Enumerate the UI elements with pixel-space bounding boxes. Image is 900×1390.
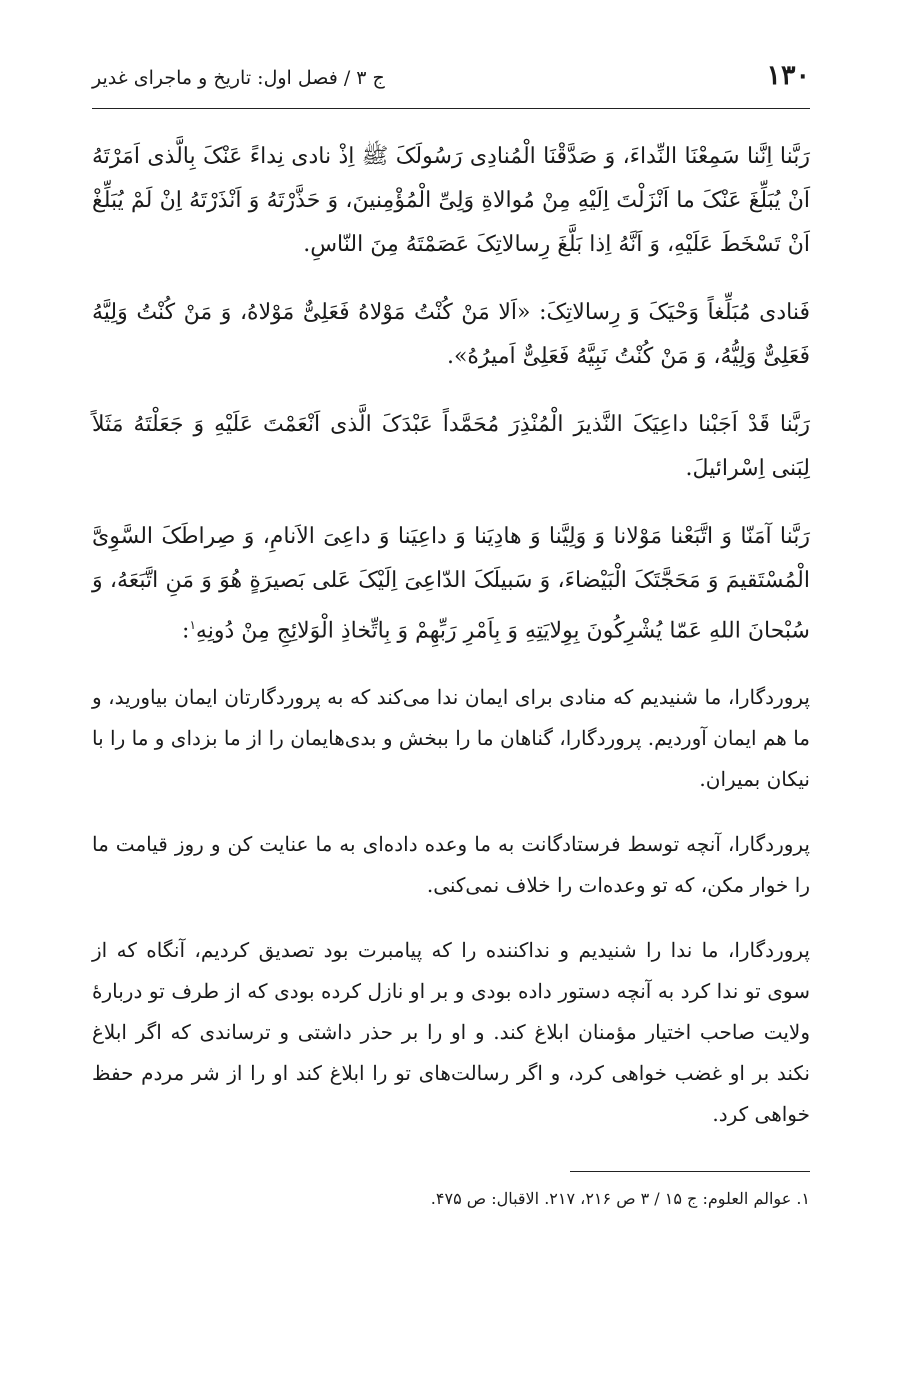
page-body	[92, 135, 810, 1135]
persian-paragraph-2: پروردگارا، آنچه توسط فرستادگانت به ما وعده داده‌ای به ما عنایت کن و روز قیامت ما را خوار مکن، که تو وعده‌ات را خلاف نمی‌کنی.	[92, 832, 810, 898]
arabic-paragraph-4-text: رَبَّنا آمَنّا وَ اتَّبَعْنا مَوْلانا وَ وَلِیَّنا وَ هادِیَنا وَ داعِیَنا وَ داعِیَ الاَنامِ، وَ صِراطَکَ السَّوِیَّ الْمُسْتَقیمَ وَ مَحَجَّتَکَ الْبَیْضاءَ، وَ سَبیلَکَ الدّاعِیَ اِلَیْکَ عَلی بَصیرَةٍ هُوَ وَ مَنِ اتَّبَعَهُ، وَ سُبْحانَ اللهِ عَمّا یُشْرِکُونَ بِوِلایَتِهِ وَ بِاَمْرِ رَبِّهِمْ وَ بِاتِّخاذِ الْوَلائِجِ مِنْ دُونِهِ	[92, 524, 810, 644]
page-number: ۱۳۰	[766, 60, 810, 91]
footnote-divider	[570, 1171, 810, 1172]
page-header	[92, 60, 810, 109]
footnote-reference[interactable]: ۱	[189, 618, 196, 632]
arabic-paragraph-4	[92, 515, 810, 653]
arabic-paragraph-3: رَبَّنا قَدْ اَجَبْنا داعِیَکَ النَّذیرَ الْمُنْذِرَ مُحَمَّداً عَبْدَکَ الَّذی اَنْعَمْتَ عَلَیْهِ وَ جَعَلْتَهُ مَثَلاً لِبَنی اِسْرائیلَ.	[92, 412, 810, 481]
footnote: ۱. عوالم العلوم: ج ۱۵ / ۳ ص ۲۱۶، ۲۱۷. الاقبال: ص ۴۷۵.	[430, 1189, 810, 1209]
arabic-paragraph-4-tail: :	[182, 618, 190, 644]
persian-paragraph-3: پروردگارا، ما ندا را شنیدیم و نداکننده را که پیامبرت بود تصدیق کردیم، آنگاه که از سوی تو ندا کرد به آنچه دستور داده بودی و بر او نازل کرده بودی که از طرف تو دربارهٔ ولایت صاحب اختیار مؤمنان ابلاغ کند. و او را بر حذر داشتی و ترساندی که اگر ابلاغ نکند بر او غضب خواهی کرد، و اگر رسالت‌های تو را ابلاغ کند او را از شر مردم حفظ خواهی کرد.	[92, 938, 810, 1127]
book-page	[92, 60, 810, 1212]
persian-paragraph-1: پروردگارا، ما شنیدیم که منادی برای ایمان ندا می‌کند که به پروردگارتان ایمان بیاورید، و ما هم ایمان آوردیم. پروردگارا، گناهان ما را ببخش و بدی‌هایمان را از ما بزدای و ما را با نیکان بمیران.	[92, 685, 810, 792]
running-title: ج ۳ / فصل اول: تاریخ و ماجرای غدیر	[92, 67, 385, 89]
arabic-paragraph-2: فَنادی مُبَلِّغاً وَحْیَکَ وَ رِسالاتِکَ: «اَلا مَنْ کُنْتُ مَوْلاهُ فَعَلِیٌّ مَوْلاهُ، وَ مَنْ کُنْتُ وَلِیَّهُ فَعَلِیٌّ وَلِیُّهُ، وَ مَنْ کُنْتُ نَبِیَّهُ فَعَلِیٌّ اَمیرُهُ».	[92, 300, 810, 369]
arabic-paragraph-1: رَبَّنا اِنَّنا سَمِعْنَا النِّداءَ، وَ صَدَّقْنَا الْمُنادِی رَسُولَکَ ﷺ اِذْ نادی نِداءً عَنْکَ بِالَّذی اَمَرْتَهُ اَنْ یُبَلِّغَ عَنْکَ ما اَنْزَلْتَ اِلَیْهِ مِنْ مُوالاةِ وَلِیِّ الْمُؤْمِنینَ، وَ حَذَّرْتَهُ وَ اَنْذَرْتَهُ اِنْ لَمْ یُبَلِّغْ اَنْ تَسْخَطَ عَلَیْهِ، وَ اَنَّهُ اِذا بَلَّغَ رِسالاتِکَ عَصَمْتَهُ مِنَ النّاسِ.	[92, 144, 810, 257]
